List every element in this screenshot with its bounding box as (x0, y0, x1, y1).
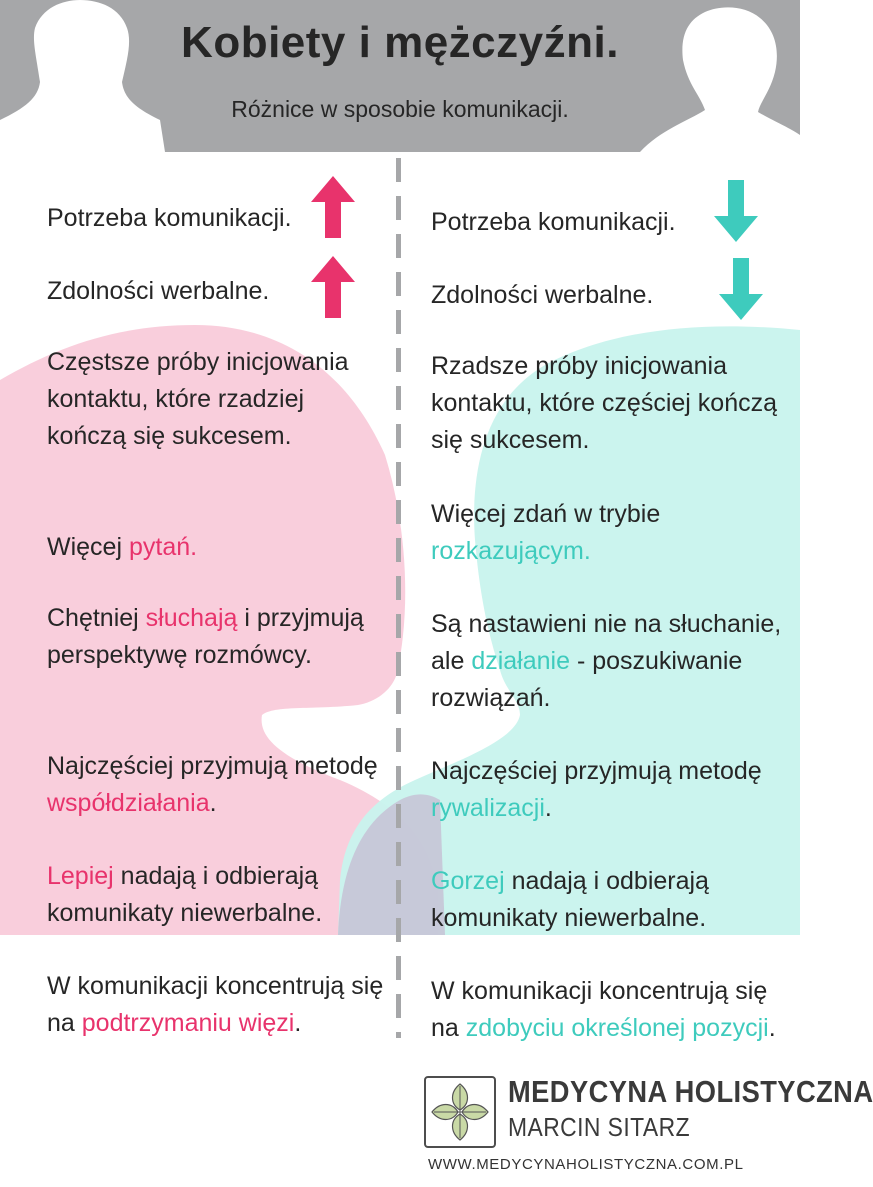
header (0, 0, 800, 152)
highlight: działanie (471, 647, 570, 675)
text: W komunikacji koncentrują się na (431, 977, 768, 1042)
men-communication-need: Potrzeba komunikacji. (431, 208, 676, 236)
brand-logo[interactable] (424, 1076, 496, 1148)
women-focus (47, 968, 387, 1042)
text: . (294, 1009, 302, 1037)
highlight: Lepiej (47, 862, 114, 890)
highlight: słuchają (145, 604, 238, 632)
highlight: zdobyciu określonej pozycji (465, 1014, 769, 1042)
text: nadają i odbierają komunikaty niewerbalne. (47, 862, 323, 927)
brand-name: MEDYCYNA HOLISTYCZNA (508, 1074, 873, 1109)
text: Najczęściej przyjmują metodę (47, 752, 378, 780)
highlight: współdziałania (47, 789, 210, 817)
arrow-down-icon (714, 180, 758, 242)
highlight: podtrzymaniu więzi (81, 1009, 295, 1037)
text: nadają i odbierają komunikaty niewerbalne. (431, 867, 709, 932)
leaf-logo-icon (426, 1078, 494, 1146)
brand-author: MARCIN SITARZ (508, 1112, 690, 1142)
women-contact: Częstsze próby inicjowania kontaktu, które rzadziej kończą się sukcesem. (47, 348, 349, 450)
text: Więcej zdań w trybie (431, 500, 661, 528)
text: . (768, 1014, 776, 1042)
women-communication-need: Potrzeba komunikacji. (47, 204, 292, 232)
men-method (431, 753, 796, 827)
text: W komunikacji koncentrują się na (47, 972, 384, 1037)
highlight: Gorzej (431, 867, 505, 895)
men-action (431, 606, 796, 717)
website-link[interactable]: WWW.MEDYCYNAHOLISTYCZNA.COM.PL (428, 1156, 744, 1173)
arrow-up-icon (311, 176, 355, 238)
page-subtitle: Różnice w sposobie komunikacji. (231, 96, 569, 122)
men-nonverbal (431, 863, 796, 937)
text: Więcej (47, 533, 129, 561)
page-title: Kobiety i mężczyźni. (181, 18, 619, 67)
text: . (544, 794, 552, 822)
women-listening (47, 600, 387, 674)
women-questions (47, 529, 387, 566)
men-verbal-skills: Zdolności werbalne. (431, 281, 654, 309)
column-divider (396, 158, 401, 1038)
text: - poszukiwanie rozwiązań. (431, 647, 743, 712)
text: i przyjmują perspektywę rozmówcy. (47, 604, 364, 669)
text: Najczęściej przyjmują metodę (431, 757, 762, 785)
highlight: rozkazującym. (431, 537, 591, 565)
text: . (209, 789, 217, 817)
highlight: rywalizacji (431, 794, 545, 822)
arrow-down-icon (719, 258, 763, 320)
highlight: pytań. (128, 533, 198, 561)
women-verbal-skills: Zdolności werbalne. (47, 277, 270, 305)
men-sentences (431, 496, 796, 570)
text: Chętniej (47, 604, 146, 632)
text: Są nastawieni nie na słuchanie, ale (431, 610, 782, 675)
women-nonverbal (47, 858, 387, 932)
men-focus (431, 973, 796, 1047)
arrow-up-icon (311, 256, 355, 318)
men-contact: Rzadsze próby inicjowania kontaktu, które częściej kończą się sukcesem. (431, 352, 777, 454)
women-method (47, 748, 387, 822)
